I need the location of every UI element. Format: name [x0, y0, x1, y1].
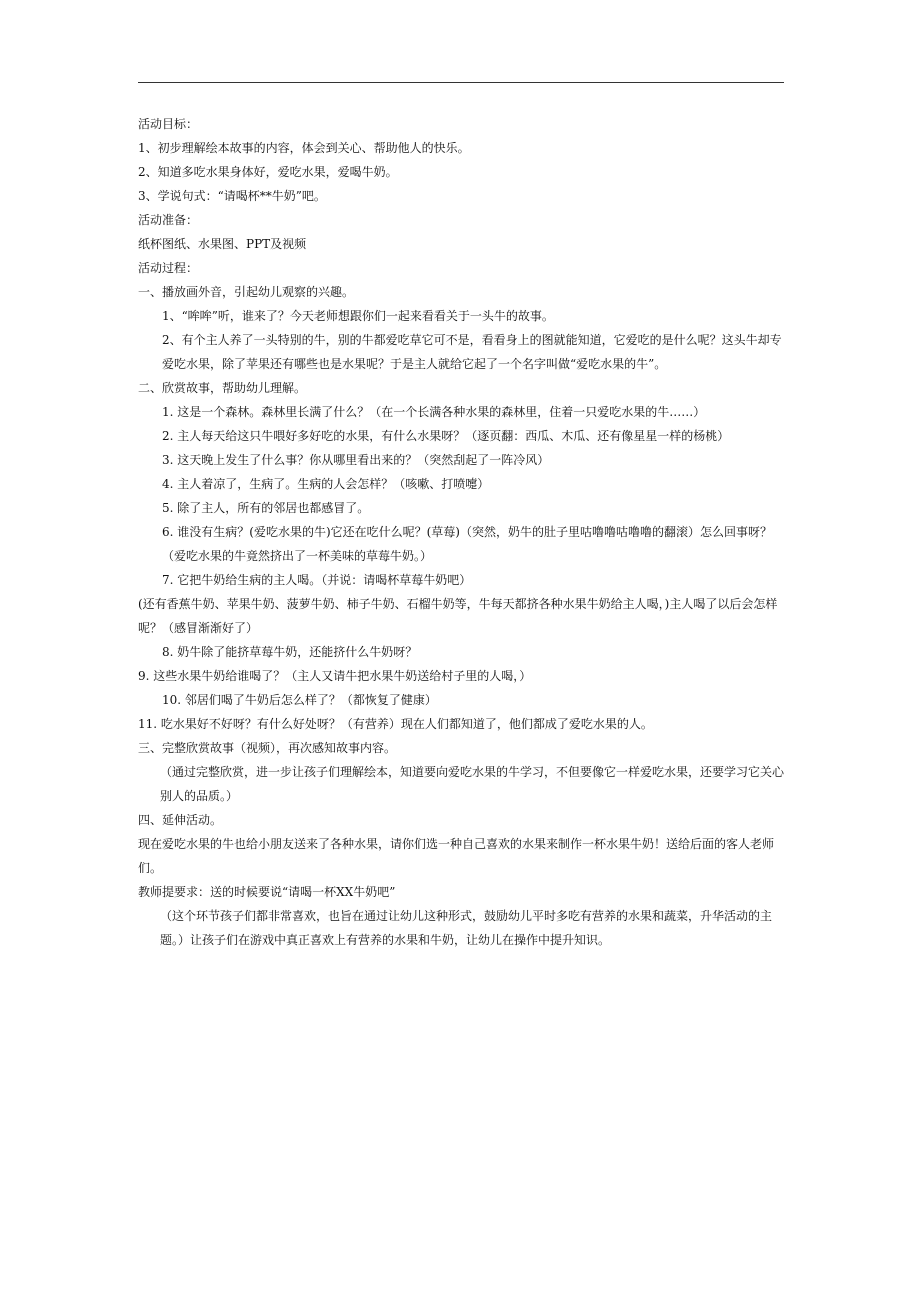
- step-heading-3: 三、完整欣赏故事（视频），再次感知故事内容。: [138, 741, 397, 755]
- story-item-1: 1. 这是一个森林。森林里长满了什么？（在一个长满各种水果的森林里，住着一只爱吃水果的牛……）: [162, 405, 706, 419]
- step-heading-1: 一、播放画外音，引起幼儿观察的兴趣。: [138, 285, 355, 299]
- step-heading-2: 二、欣赏故事，帮助幼儿理解。: [138, 381, 307, 395]
- story-item-2: 2. 主人每天给这只牛喂好多好吃的水果，有什么水果呀？（逐页翻：西瓜、木瓜、还有像星星一样的杨桃）: [162, 429, 730, 443]
- goal-3: 3、学说句式：“请喝杯**牛奶”吧。: [138, 189, 326, 203]
- section-heading-process: 活动过程：: [138, 261, 199, 275]
- preparation-materials: 纸杯图纸、水果图、PPT及视频: [138, 237, 307, 251]
- story-item-3: 3. 这天晚上发生了什么事？你从哪里看出来的？（突然刮起了一阵冷风）: [162, 453, 550, 467]
- step-1-item-1: 1、“哞哞”听，谁来了？今天老师想跟你们一起来看看关于一头牛的故事。: [162, 309, 554, 323]
- step-3-note: （通过完整欣赏，进一步让孩子们理解绘本，知道要向爱吃水果的牛学习，不但要像它一样爱吃水果，还要学习它关心别人的品质。）: [160, 765, 785, 803]
- story-item-7: 7. 它把牛奶给生病的主人喝。（并说：请喝杯草莓牛奶吧）: [162, 573, 472, 587]
- story-item-11: 11. 吃水果好不好呀？有什么好处呀？（有营养）现在人们都知道了，他们都成了爱吃水果的人。: [138, 717, 653, 731]
- story-item-4: 4. 主人着凉了，生病了。生病的人会怎样？（咳嗽、打喷嚏）: [162, 477, 490, 491]
- extension-activity: 现在爱吃水果的牛也给小朋友送来了各种水果，请你们选一种自己喜欢的水果来制作一杯水果牛奶！送给后面的客人老师们。: [138, 837, 775, 875]
- goal-2: 2、知道多吃水果身体好，爱吃水果，爱喝牛奶。: [138, 165, 398, 179]
- step-heading-4: 四、延伸活动。: [138, 813, 223, 827]
- story-item-7-continued: (还有香蕉牛奶、苹果牛奶、菠萝牛奶、柿子牛奶、石榴牛奶等，牛每天都挤各种水果牛奶给主人喝，)主人喝了以后会怎样呢？（感冒渐渐好了）: [138, 597, 778, 635]
- closing-note: （这个环节孩子们都非常喜欢，也旨在通过让幼儿这种形式，鼓励幼儿平时多吃有营养的水果和蔬菜，升华活动的主题。）让孩子们在游戏中真正喜欢上有营养的水果和牛奶，让幼儿在操作中提升知识。: [160, 909, 773, 947]
- teacher-requirement: 教师提要求：送的时候要说“请喝一杯XX牛奶吧”: [138, 885, 396, 899]
- document-body: [138, 112, 786, 952]
- section-heading-preparation: 活动准备：: [138, 213, 199, 227]
- goal-1: 1、初步理解绘本故事的内容，体会到关心、帮助他人的快乐。: [138, 141, 470, 155]
- story-item-8: 8. 奶牛除了能挤草莓牛奶，还能挤什么牛奶呀？: [162, 645, 418, 659]
- story-item-9: 9. 这些水果牛奶给谁喝了？（主人又请牛把水果牛奶送给村子里的人喝，）: [138, 669, 532, 683]
- step-1-item-2: 2、有个主人养了一头特别的牛，别的牛都爱吃草它可不是，看看身上的图就能知道，它爱吃的是什么呢？这头牛却专爱吃水果，除了苹果还有哪些也是水果呢？于是主人就给它起了一个名字叫做“爱吃水果的牛”。: [162, 333, 782, 371]
- header-rule: [138, 82, 784, 83]
- story-item-6: 6. 谁没有生病？(爱吃水果的牛)它还在吃什么呢？(草莓)（突然，奶牛的肚子里咕噜噜咕噜噜的翻滚）怎么回事呀？（爱吃水果的牛竟然挤出了一杯美味的草莓牛奶。）: [162, 525, 772, 563]
- story-item-5: 5. 除了主人，所有的邻居也都感冒了。: [162, 501, 370, 515]
- section-heading-goals: 活动目标：: [138, 117, 199, 131]
- story-item-10: 10. 邻居们喝了牛奶后怎么样了？（都恢复了健康）: [162, 693, 437, 707]
